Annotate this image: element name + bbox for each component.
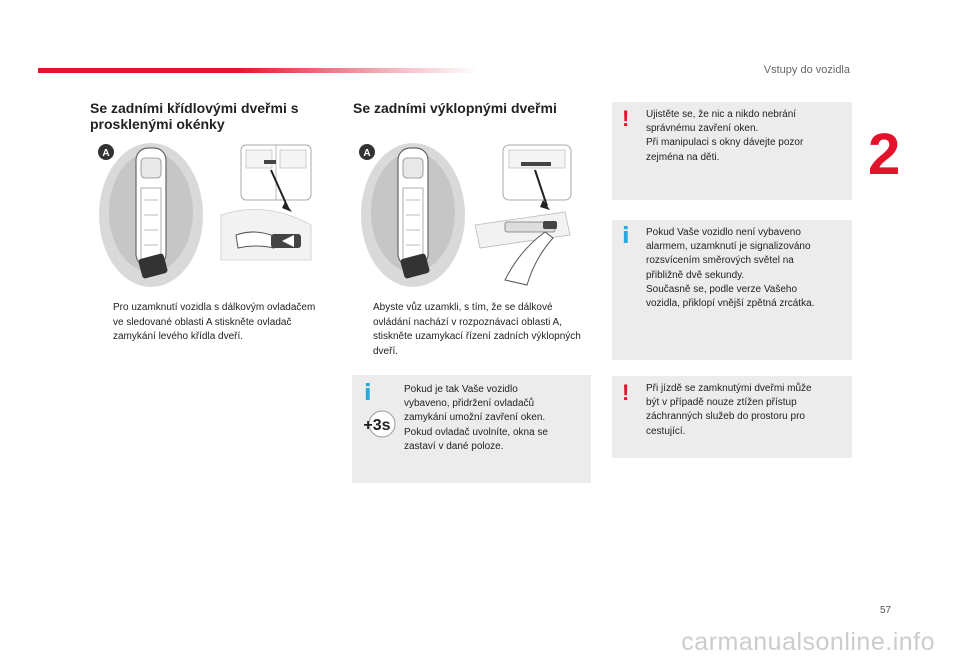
- info-box-text: Pokud Vaše vozidlo není vybaveno alarmem, uzamknutí je signalizováno rozsvícením směrových světel na přibližně dvě sekundy. Současně se, podle verze Vašeho vozidla, přiklopí vnější zpětná zrcátka.: [646, 227, 815, 310]
- header-accent-bar: [38, 68, 478, 73]
- watermark: carmanualsonline.info: [681, 628, 935, 656]
- warning-icon: !: [622, 380, 630, 405]
- tailgate-lock-button: [543, 221, 557, 229]
- info-icon: i: [364, 381, 372, 406]
- figure-side-doors: [96, 140, 331, 290]
- hold-3s-icon: [356, 409, 398, 439]
- info-icon: i: [622, 224, 630, 249]
- warning-icon: !: [622, 106, 630, 131]
- heading-tailgate: Se zadními výklopnými dveřmi: [353, 100, 557, 116]
- info-box-alarm: [612, 220, 852, 360]
- label-a: A: [363, 148, 371, 159]
- info-box-text: Pokud je tak Vaše vozidlo vybaveno, přidržení ovladačů zamykání umožní zavření oken. Pokud ovladač uvolníte, okna se zastaví v dané poloze.: [404, 384, 548, 452]
- label-a: A: [102, 148, 110, 159]
- info-box-windows: [352, 375, 591, 483]
- heading-side-doors: Se zadními křídlovými dveřmi s prosklenými okénky: [90, 100, 299, 132]
- page-number: 57: [880, 605, 892, 616]
- section-title: Vstupy do vozidla: [763, 64, 850, 76]
- chapter-number: 2: [868, 122, 901, 187]
- warning-box-driving: [612, 376, 852, 458]
- paragraph-side-doors: Pro uzamknutí vozidla s dálkovým ovladačem ve sledované oblasti A stiskněte ovladač zamykání levého křídla dveří.: [113, 302, 316, 342]
- svg-text:+3s: +3s: [363, 417, 391, 434]
- warning-box-text: Při jízdě se zamknutými dveřmi může být v případě nouze ztížen přístup záchranných služeb do prostoru pro cestující.: [646, 383, 812, 437]
- figure-tailgate: [355, 140, 590, 290]
- warning-box-text: Ujistěte se, že nic a nikdo nebrání správnému zavření oken. Při manipulaci s okny dávejte pozor zejména na děti.: [646, 109, 804, 163]
- paragraph-tailgate: Abyste vůz uzamkli, s tím, že se dálkové ovládání nachází v rozpoznávací oblasti A, stiskněte uzamykací řízení zadních výklopných dveří.: [373, 302, 581, 357]
- hand: [236, 232, 276, 248]
- warning-box-windows: [612, 102, 852, 200]
